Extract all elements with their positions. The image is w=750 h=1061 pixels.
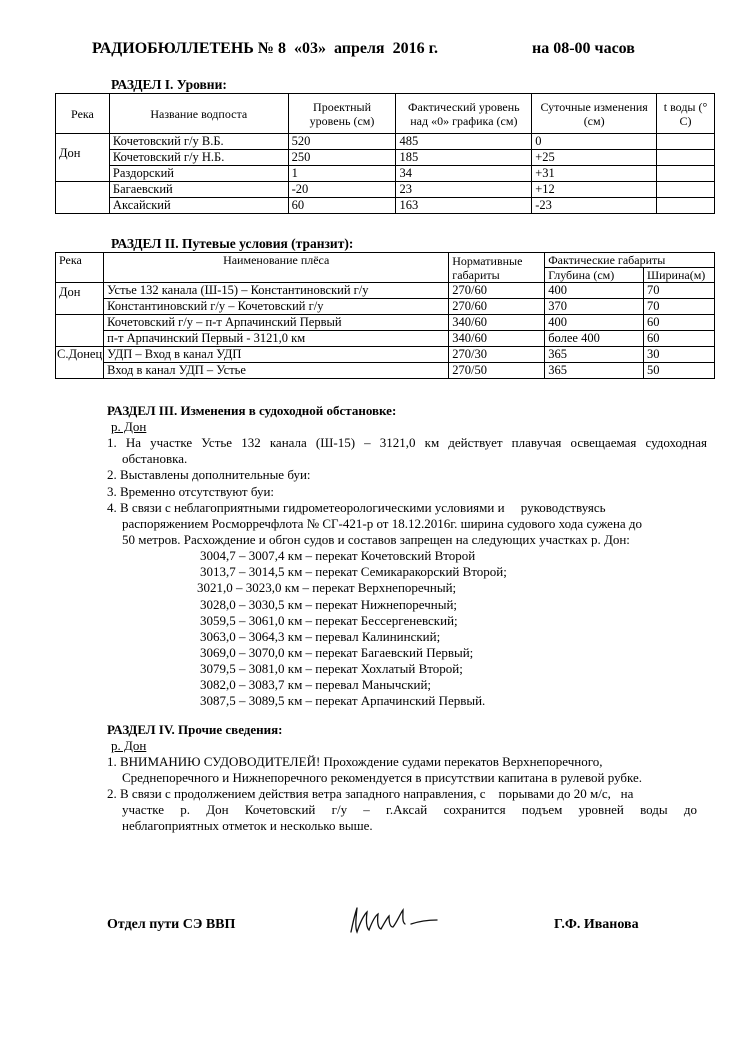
depth: 365: [545, 347, 644, 363]
river-label: р. Дон: [111, 738, 147, 753]
section4-item2-cont1: участке р. Дон Кочетовский г/у – г.Аксай сохранится подъем уровней воды до: [122, 802, 697, 817]
table-row: [56, 331, 715, 347]
shoal-item: 3004,7 – 3007,4 км – перекат Кочетовский Второй: [200, 548, 476, 563]
river-cell: Дон: [56, 283, 104, 315]
col-depth: Глубина (см): [545, 268, 644, 283]
norm-dims: 270/60: [449, 283, 545, 299]
river-cell: С.Донец: [56, 347, 104, 379]
section4-heading: РАЗДЕЛ IV. Прочие сведения:: [107, 722, 283, 737]
bulletin-time: на 08-00 часов: [532, 40, 635, 57]
table-row: [56, 166, 715, 182]
actual-level: 23: [396, 182, 532, 198]
shoal-item: 3087,5 – 3089,5 км – перекат Арпачинский Первый.: [200, 693, 486, 708]
daily-change: +25: [532, 150, 657, 166]
col-water-temp: t воды (° С): [657, 94, 715, 134]
transit-table: [55, 252, 715, 379]
river-cell: Дон: [56, 134, 110, 182]
signature-image: [345, 902, 455, 942]
section3-item1-cont: обстановка.: [122, 451, 188, 466]
reach-name: п-т Арпачинский Первый - 3121,0 км: [104, 331, 449, 347]
signatory-name: Г.Ф. Иванова: [554, 917, 639, 932]
shoal-item: 3082,0 – 3083,7 км – перевал Манычский;: [200, 677, 432, 692]
section3-heading: РАЗДЕЛ III. Изменения в судоходной обстановке:: [107, 403, 397, 418]
design-level: 1: [288, 166, 396, 182]
design-level: 60: [288, 198, 396, 214]
table-row: [56, 283, 715, 299]
river-label: р. Дон: [111, 419, 147, 434]
width: 60: [644, 331, 715, 347]
col-river: Река: [56, 94, 110, 134]
table-row: [56, 315, 715, 331]
section4-item2: 2. В связи с продолжением действия ветра западного направления, с порывами до 20 м/с, на: [107, 786, 634, 801]
design-level: 250: [288, 150, 396, 166]
reach-name: Константиновский г/у – Кочетовский г/у: [104, 299, 449, 315]
shoal-item: 3079,5 – 3081,0 км – перекат Хохлатый Второй;: [200, 661, 463, 676]
reach-name: УДП – Вход в канал УДП: [104, 347, 449, 363]
reach-name: Вход в канал УДП – Устье: [104, 363, 449, 379]
water-temp: [657, 134, 715, 150]
levels-table: [55, 93, 715, 214]
section3-item4-cont1: распоряжением Росморречфлота № СГ-421-р от 18.12.2016г. ширина судового хода сужена до: [122, 516, 643, 531]
section3-item4-cont2: 50 метров. Расхождение и обгон судов и составов запрещен на следующих участках р. Дон:: [122, 532, 630, 547]
width: 50: [644, 363, 715, 379]
actual-level: 485: [396, 134, 532, 150]
title-text: РАДИОБЮЛЛЕТЕНЬ № 8 «03» апреля 2016 г.: [92, 40, 439, 57]
section4-item1-cont: Среднепоречного и Нижнепоречного рекомендуется в присутствии капитана в рулевой рубке.: [122, 770, 643, 785]
norm-dims: 270/60: [449, 299, 545, 315]
col-daily-change: Суточные изменения (см): [532, 94, 657, 134]
depth: 400: [545, 315, 644, 331]
depth: 365: [545, 363, 644, 379]
width: 70: [644, 283, 715, 299]
norm-dims: 270/50: [449, 363, 545, 379]
table-row: [56, 299, 715, 315]
shoal-item: 3069,0 – 3070,0 км – перекат Багаевский Первый;: [200, 645, 474, 660]
daily-change: +31: [532, 166, 657, 182]
shoal-item: 3013,7 – 3014,5 км – перекат Семикаракорский Второй;: [200, 564, 507, 579]
water-temp: [657, 166, 715, 182]
width: 30: [644, 347, 715, 363]
depth: более 400: [545, 331, 644, 347]
col-post: Название водпоста: [109, 94, 288, 134]
reach-name: Устье 132 канала (Ш-15) – Константиновский г/у: [104, 283, 449, 299]
section1-heading: РАЗДЕЛ I. Уровни:: [111, 77, 227, 92]
actual-level: 34: [396, 166, 532, 182]
post-name: Кочетовский г/у Н.Б.: [109, 150, 288, 166]
col-norm: Нормативные габариты: [449, 253, 545, 283]
department-label: Отдел пути СЭ ВВП: [107, 917, 236, 932]
river-cell-empty: [56, 182, 110, 214]
depth: 400: [545, 283, 644, 299]
levels-header-row: [56, 94, 715, 134]
post-name: Аксайский: [109, 198, 288, 214]
table-row: [56, 363, 715, 379]
river-cell-empty: [56, 315, 104, 347]
daily-change: +12: [532, 182, 657, 198]
actual-level: 185: [396, 150, 532, 166]
water-temp: [657, 150, 715, 166]
table-row: [56, 182, 715, 198]
col-river: Река: [56, 253, 104, 283]
post-name: Багаевский: [109, 182, 288, 198]
section2-heading: РАЗДЕЛ II. Путевые условия (транзит):: [111, 236, 354, 251]
shoal-item: 3063,0 – 3064,3 км – перевал Калининский;: [200, 629, 441, 644]
norm-dims: 270/30: [449, 347, 545, 363]
table-row: [56, 150, 715, 166]
norm-dims: 340/60: [449, 331, 545, 347]
post-name: Кочетовский г/у В.Б.: [109, 134, 288, 150]
section3-river: [111, 419, 146, 436]
col-actual-level: Фактический уровень над «0» графика (см): [396, 94, 532, 134]
design-level: -20: [288, 182, 396, 198]
daily-change: -23: [532, 198, 657, 214]
section4-item1: 1. ВНИМАНИЮ СУДОВОДИТЕЛЕЙ! Прохождение судами перекатов Верхнепоречного,: [107, 754, 603, 769]
section4-item2-cont2: неблагоприятных отметок и несколько выше.: [122, 818, 373, 833]
section4-river: [111, 738, 146, 755]
bulletin-title: [92, 40, 635, 58]
water-temp: [657, 182, 715, 198]
table-row: [56, 198, 715, 214]
col-actual: Фактические габариты: [545, 253, 715, 268]
shoal-item: 3028,0 – 3030,5 км – перекат Нижнепоречный;: [200, 597, 458, 612]
col-width: Ширина(м): [644, 268, 715, 283]
reach-name: Кочетовский г/у – п-т Арпачинский Первый: [104, 315, 449, 331]
water-temp: [657, 198, 715, 214]
daily-change: 0: [532, 134, 657, 150]
table-row: [56, 347, 715, 363]
actual-level: 163: [396, 198, 532, 214]
width: 60: [644, 315, 715, 331]
table-row: [56, 134, 715, 150]
shoal-item: 3021,0 – 3023,0 км – перекат Верхнепоречный;: [197, 580, 457, 595]
section3-item3: 3. Временно отсутствуют буи:: [107, 484, 275, 499]
section3-item2: 2. Выставлены дополнительные буи:: [107, 467, 311, 482]
transit-header-row: [56, 253, 715, 268]
shoal-item: 3059,5 – 3061,0 км – перекат Бессергеневский;: [200, 613, 458, 628]
width: 70: [644, 299, 715, 315]
col-design-level: Проектный уровень (см): [288, 94, 396, 134]
design-level: 520: [288, 134, 396, 150]
section3-item4: 4. В связи с неблагоприятными гидрометеорологическими условиями и руководствуясь: [107, 500, 606, 515]
norm-dims: 340/60: [449, 315, 545, 331]
depth: 370: [545, 299, 644, 315]
post-name: Раздорский: [109, 166, 288, 182]
section3-item1: 1. На участке Устье 132 канала (Ш-15) – 3121,0 км действует плавучая освещаемая судоходная: [107, 435, 707, 450]
col-reach: Наименование плёса: [104, 253, 449, 283]
